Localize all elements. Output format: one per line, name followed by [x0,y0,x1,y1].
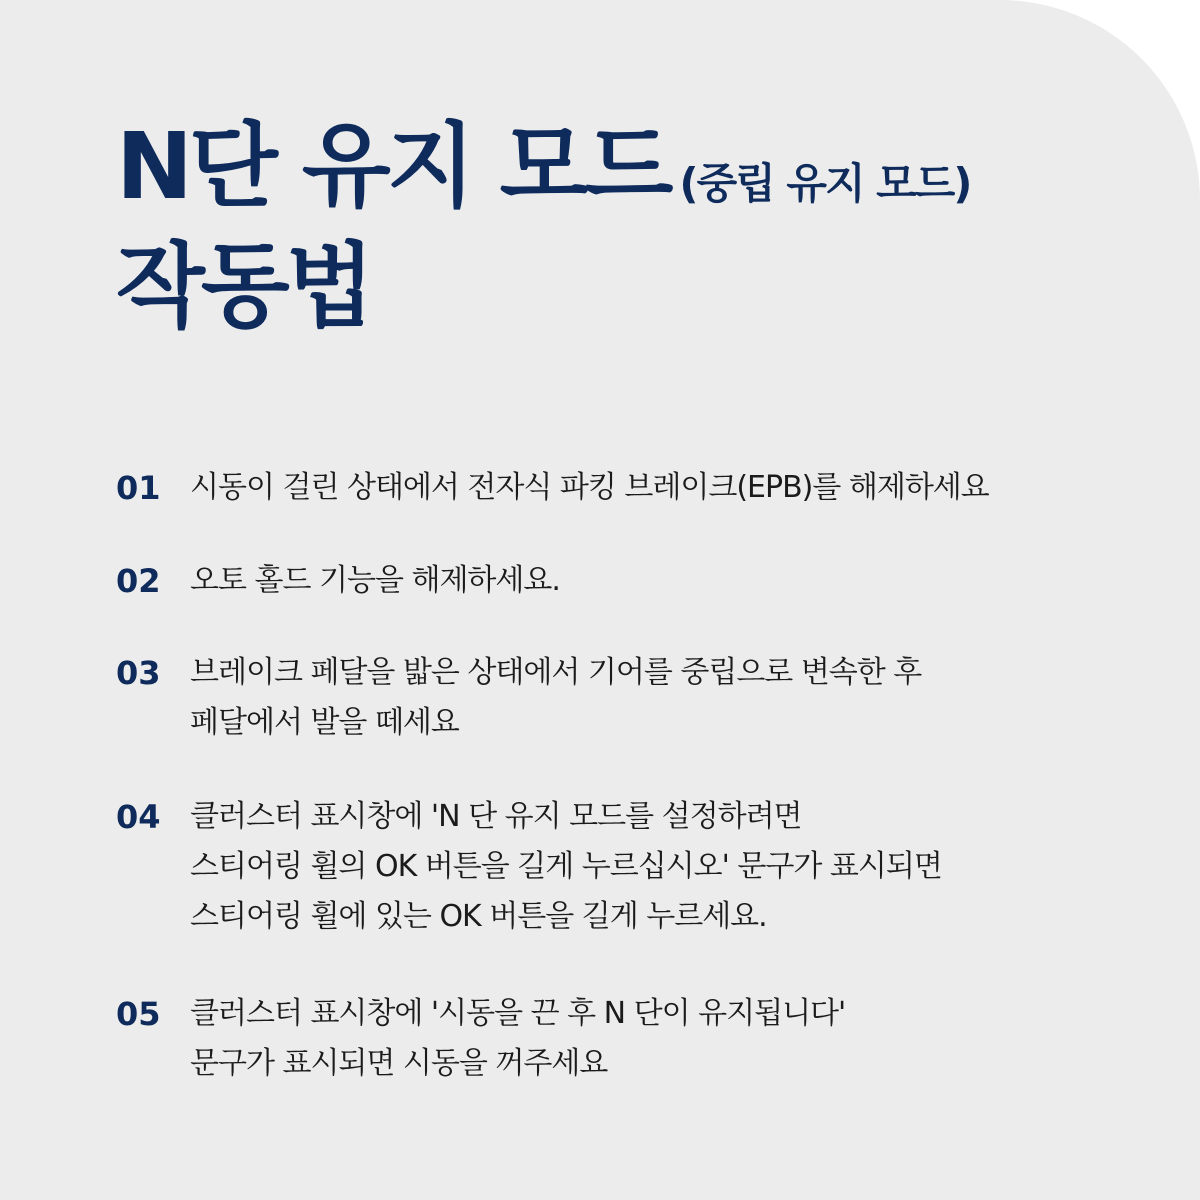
step-text-line: 클러스터 표시창에 '시동을 끈 후 N 단이 유지됩니다' [190,996,846,1031]
step-item-03 [116,648,921,748]
title-line-1 [116,112,971,222]
step-number: 05 [116,995,161,1033]
step-text-line: 문구가 표시되면 시동을 꺼주세요 [190,1046,608,1081]
step-text [190,989,845,1089]
title-line-2: 작동법 [116,233,371,340]
step-number: 03 [116,654,161,692]
step-item-02 [116,556,560,606]
page-title [116,112,971,342]
step-text-line: 스티어링 휠의 OK 버튼을 길게 누르십시오' 문구가 표시되면 [190,849,942,884]
title-subtitle: (중립 유지 모드) [679,159,971,208]
step-text [190,792,942,942]
step-text-line: 페달에서 발을 떼세요 [190,705,459,740]
title-main: N단 유지 모드 [116,113,670,220]
step-number: 02 [116,562,161,600]
step-number: 04 [116,798,161,836]
step-text-line: 오토 홀드 기능을 해제하세요. [190,563,560,598]
step-number: 01 [116,469,161,507]
step-item-01 [116,463,989,513]
step-text-line: 브레이크 페달을 밟은 상태에서 기어를 중립으로 변속한 후 [190,655,922,690]
step-text-line: 스티어링 휠에 있는 OK 버튼을 길게 누르세요. [190,899,767,934]
step-text [190,556,560,606]
step-item-04 [116,792,942,942]
step-text [190,463,989,513]
step-text [190,648,921,748]
step-item-05 [116,989,845,1089]
step-text-line: 시동이 걸린 상태에서 전자식 파킹 브레이크(EPB)를 해제하세요 [190,470,989,505]
step-text-line: 클러스터 표시창에 'N 단 유지 모드를 설정하려면 [190,799,802,834]
